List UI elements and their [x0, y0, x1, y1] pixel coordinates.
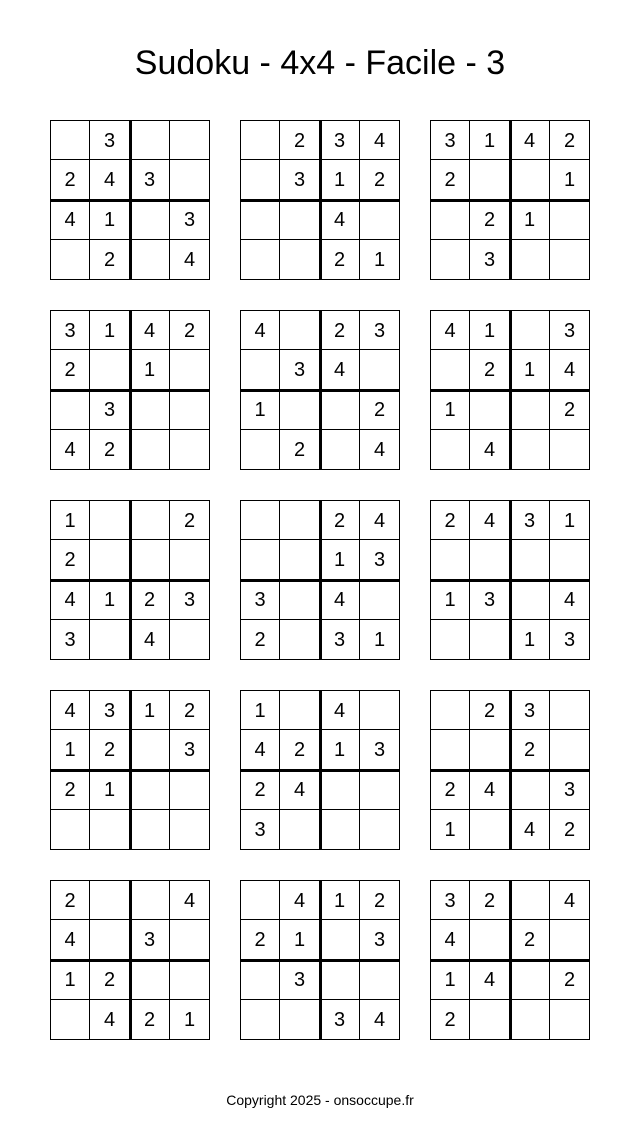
sudoku-cell[interactable]: 3: [470, 240, 510, 280]
sudoku-cell[interactable]: 4: [510, 810, 550, 850]
sudoku-cell[interactable]: [360, 770, 400, 810]
sudoku-cell[interactable]: 2: [430, 1000, 470, 1040]
sudoku-cell[interactable]: 1: [90, 310, 130, 350]
sudoku-cell[interactable]: [240, 120, 280, 160]
sudoku-cell[interactable]: [470, 1000, 510, 1040]
box-divider-horizontal: [240, 199, 400, 202]
box-divider-horizontal: [50, 959, 210, 962]
sudoku-cell[interactable]: 4: [170, 880, 210, 920]
sudoku-cell[interactable]: 2: [430, 500, 470, 540]
sudoku-cell[interactable]: [170, 390, 210, 430]
sudoku-grid: [240, 880, 400, 1040]
sudoku-cell[interactable]: [360, 580, 400, 620]
sudoku-cell[interactable]: 2: [240, 770, 280, 810]
sudoku-cell[interactable]: [510, 430, 550, 470]
sudoku-cell[interactable]: [90, 920, 130, 960]
sudoku-cell[interactable]: [280, 620, 320, 660]
sudoku-cell[interactable]: 1: [430, 810, 470, 850]
sudoku-cell[interactable]: [240, 350, 280, 390]
sudoku-cell[interactable]: [470, 810, 510, 850]
sudoku-cell[interactable]: [470, 540, 510, 580]
sudoku-cell[interactable]: [470, 390, 510, 430]
sudoku-cell[interactable]: 3: [130, 160, 170, 200]
sudoku-cell[interactable]: 3: [550, 310, 590, 350]
sudoku-cell[interactable]: [550, 430, 590, 470]
sudoku-grid: [240, 310, 400, 470]
sudoku-cell[interactable]: [170, 430, 210, 470]
sudoku-cell[interactable]: 2: [320, 310, 360, 350]
sudoku-cell[interactable]: 3: [360, 310, 400, 350]
sudoku-cell[interactable]: 4: [320, 200, 360, 240]
sudoku-cell[interactable]: 4: [470, 770, 510, 810]
sudoku-cell[interactable]: [320, 430, 360, 470]
sudoku-cell[interactable]: [510, 960, 550, 1000]
sudoku-cell[interactable]: 3: [550, 620, 590, 660]
sudoku-cell[interactable]: [280, 540, 320, 580]
sudoku-cell[interactable]: 1: [90, 770, 130, 810]
box-divider-horizontal: [240, 389, 400, 392]
sudoku-cell[interactable]: 2: [550, 390, 590, 430]
sudoku-cell[interactable]: [240, 200, 280, 240]
sudoku-cell[interactable]: 4: [510, 120, 550, 160]
sudoku-cell[interactable]: [430, 620, 470, 660]
sudoku-cell[interactable]: 2: [50, 770, 90, 810]
sudoku-cell[interactable]: [90, 540, 130, 580]
sudoku-cell[interactable]: [240, 960, 280, 1000]
sudoku-cell[interactable]: 2: [90, 240, 130, 280]
box-divider-horizontal: [50, 199, 210, 202]
sudoku-grid: [50, 310, 210, 470]
sudoku-cell[interactable]: 1: [510, 200, 550, 240]
sudoku-cell[interactable]: [90, 350, 130, 390]
sudoku-cell[interactable]: 1: [470, 120, 510, 160]
sudoku-cell[interactable]: 3: [170, 580, 210, 620]
sudoku-cell[interactable]: 3: [430, 880, 470, 920]
sudoku-cell[interactable]: 2: [240, 620, 280, 660]
sudoku-cell[interactable]: 4: [90, 160, 130, 200]
sudoku-cell[interactable]: [170, 350, 210, 390]
sudoku-cell[interactable]: [280, 310, 320, 350]
sudoku-cell[interactable]: [280, 240, 320, 280]
sudoku-cell[interactable]: 1: [320, 540, 360, 580]
sudoku-cell[interactable]: [170, 120, 210, 160]
sudoku-cell[interactable]: [170, 620, 210, 660]
sudoku-cell[interactable]: 3: [360, 920, 400, 960]
sudoku-cell[interactable]: [550, 690, 590, 730]
sudoku-cell[interactable]: 1: [130, 690, 170, 730]
sudoku-cell[interactable]: 3: [280, 160, 320, 200]
sudoku-cell[interactable]: [50, 120, 90, 160]
sudoku-cell[interactable]: [320, 920, 360, 960]
sudoku-cell[interactable]: 1: [430, 580, 470, 620]
sudoku-cell[interactable]: [510, 1000, 550, 1040]
sudoku-cell[interactable]: 2: [90, 960, 130, 1000]
box-divider-horizontal: [430, 389, 590, 392]
sudoku-cell[interactable]: [360, 960, 400, 1000]
sudoku-cell[interactable]: 4: [320, 690, 360, 730]
sudoku-cell[interactable]: [510, 580, 550, 620]
sudoku-cell[interactable]: [240, 240, 280, 280]
sudoku-cell[interactable]: 2: [470, 200, 510, 240]
sudoku-cell[interactable]: 4: [360, 1000, 400, 1040]
sudoku-cell[interactable]: [50, 390, 90, 430]
sudoku-cell[interactable]: 1: [550, 500, 590, 540]
sudoku-cell[interactable]: [170, 160, 210, 200]
sudoku-cell[interactable]: [470, 730, 510, 770]
copyright-footer: Copyright 2025 - onsoccupe.fr: [226, 1092, 414, 1108]
sudoku-cell[interactable]: 1: [470, 310, 510, 350]
sudoku-cell[interactable]: [130, 880, 170, 920]
sudoku-cell[interactable]: 2: [130, 1000, 170, 1040]
sudoku-cell[interactable]: [510, 770, 550, 810]
sudoku-cell[interactable]: [430, 690, 470, 730]
sudoku-cell[interactable]: 2: [430, 770, 470, 810]
sudoku-grid: [430, 310, 590, 470]
sudoku-cell[interactable]: 4: [320, 580, 360, 620]
sudoku-cell[interactable]: 2: [50, 540, 90, 580]
sudoku-cell[interactable]: 3: [550, 770, 590, 810]
sudoku-cell[interactable]: 1: [240, 390, 280, 430]
sudoku-cell[interactable]: 3: [320, 120, 360, 160]
sudoku-cell[interactable]: 1: [130, 350, 170, 390]
sudoku-cell[interactable]: 2: [130, 580, 170, 620]
sudoku-cell[interactable]: 3: [510, 500, 550, 540]
sudoku-cell[interactable]: [550, 540, 590, 580]
sudoku-cell[interactable]: [360, 810, 400, 850]
sudoku-grid: [50, 880, 210, 1040]
sudoku-cell[interactable]: [320, 390, 360, 430]
sudoku-cell[interactable]: 4: [430, 920, 470, 960]
sudoku-cell[interactable]: [360, 690, 400, 730]
sudoku-cell[interactable]: 4: [130, 310, 170, 350]
sudoku-cell[interactable]: [430, 350, 470, 390]
sudoku-cell[interactable]: [430, 730, 470, 770]
sudoku-cell[interactable]: 1: [360, 240, 400, 280]
sudoku-cell[interactable]: 3: [360, 540, 400, 580]
sudoku-cell[interactable]: [130, 430, 170, 470]
sudoku-cell[interactable]: 2: [320, 500, 360, 540]
sudoku-cell[interactable]: 1: [360, 620, 400, 660]
sudoku-cell[interactable]: 2: [360, 390, 400, 430]
sudoku-cell[interactable]: [280, 390, 320, 430]
sudoku-cell[interactable]: [430, 540, 470, 580]
sudoku-cell[interactable]: 2: [50, 880, 90, 920]
box-divider-horizontal: [240, 769, 400, 772]
box-divider-horizontal: [430, 769, 590, 772]
sudoku-cell[interactable]: 1: [320, 160, 360, 200]
sudoku-cell[interactable]: 4: [50, 430, 90, 470]
sudoku-cell[interactable]: [360, 350, 400, 390]
sudoku-cell[interactable]: [280, 1000, 320, 1040]
sudoku-cell[interactable]: [170, 920, 210, 960]
sudoku-cell[interactable]: 2: [470, 350, 510, 390]
sudoku-cell[interactable]: 3: [50, 620, 90, 660]
box-divider-horizontal: [430, 959, 590, 962]
sudoku-cell[interactable]: [320, 770, 360, 810]
sudoku-cell[interactable]: 1: [50, 960, 90, 1000]
sudoku-cell[interactable]: 2: [240, 920, 280, 960]
box-divider-horizontal: [430, 199, 590, 202]
sudoku-cell[interactable]: 1: [50, 730, 90, 770]
sudoku-cell[interactable]: 3: [90, 690, 130, 730]
page-title: Sudoku - 4x4 - Facile - 3: [134, 44, 506, 82]
sudoku-cell[interactable]: 4: [50, 920, 90, 960]
sudoku-cell[interactable]: 2: [550, 960, 590, 1000]
sudoku-cell[interactable]: 4: [360, 500, 400, 540]
sudoku-cell[interactable]: [130, 200, 170, 240]
sudoku-cell[interactable]: 2: [360, 880, 400, 920]
sudoku-cell[interactable]: [170, 960, 210, 1000]
sudoku-cell[interactable]: 4: [320, 350, 360, 390]
sudoku-cell[interactable]: [510, 310, 550, 350]
sudoku-cell[interactable]: 3: [360, 730, 400, 770]
sudoku-grid: [240, 120, 400, 280]
sudoku-cell[interactable]: [280, 200, 320, 240]
sudoku-cell[interactable]: [240, 430, 280, 470]
sudoku-cell[interactable]: 2: [90, 430, 130, 470]
sudoku-cell[interactable]: 1: [90, 200, 130, 240]
sudoku-cell[interactable]: [430, 240, 470, 280]
sudoku-grid: [240, 500, 400, 660]
sudoku-cell[interactable]: 4: [550, 350, 590, 390]
sudoku-cell[interactable]: [130, 810, 170, 850]
sudoku-grid: [430, 500, 590, 660]
sudoku-cell[interactable]: [130, 540, 170, 580]
sudoku-cell[interactable]: 3: [170, 200, 210, 240]
sudoku-cell[interactable]: 3: [470, 580, 510, 620]
sudoku-cell[interactable]: [90, 810, 130, 850]
sudoku-grid: [430, 880, 590, 1040]
sudoku-cell[interactable]: 2: [280, 120, 320, 160]
sudoku-cell[interactable]: [90, 500, 130, 540]
sudoku-cell[interactable]: 1: [50, 500, 90, 540]
sudoku-cell[interactable]: 3: [280, 960, 320, 1000]
sudoku-cell[interactable]: 3: [320, 1000, 360, 1040]
sudoku-cell[interactable]: 4: [50, 580, 90, 620]
sudoku-cell[interactable]: 3: [90, 390, 130, 430]
sudoku-cell[interactable]: [470, 920, 510, 960]
sudoku-cell[interactable]: 3: [240, 810, 280, 850]
sudoku-cell[interactable]: 2: [90, 730, 130, 770]
sudoku-grid: [50, 120, 210, 280]
box-divider-horizontal: [430, 579, 590, 582]
sudoku-cell[interactable]: 4: [240, 730, 280, 770]
sudoku-cell[interactable]: 4: [280, 880, 320, 920]
sudoku-cell[interactable]: 1: [170, 1000, 210, 1040]
sudoku-cell[interactable]: [360, 200, 400, 240]
sudoku-cell[interactable]: [430, 430, 470, 470]
sudoku-cell[interactable]: [510, 880, 550, 920]
sudoku-cell[interactable]: 4: [470, 960, 510, 1000]
sudoku-grid: [240, 690, 400, 850]
sudoku-cell[interactable]: 4: [430, 310, 470, 350]
box-divider-horizontal: [240, 959, 400, 962]
sudoku-cell[interactable]: 3: [430, 120, 470, 160]
sudoku-cell[interactable]: 2: [550, 120, 590, 160]
sudoku-cell[interactable]: [240, 500, 280, 540]
sudoku-cell[interactable]: [550, 240, 590, 280]
sudoku-cell[interactable]: [510, 240, 550, 280]
sudoku-cell[interactable]: 4: [170, 240, 210, 280]
sudoku-cell[interactable]: 2: [50, 350, 90, 390]
sudoku-cell[interactable]: [90, 620, 130, 660]
sudoku-cell[interactable]: 1: [430, 390, 470, 430]
sudoku-cell[interactable]: 2: [170, 500, 210, 540]
sudoku-cell[interactable]: [130, 240, 170, 280]
sudoku-cell[interactable]: [50, 810, 90, 850]
sudoku-cell[interactable]: 3: [240, 580, 280, 620]
sudoku-cell[interactable]: 2: [470, 690, 510, 730]
sudoku-cell[interactable]: 4: [360, 430, 400, 470]
sudoku-cell[interactable]: 2: [280, 430, 320, 470]
sudoku-cell[interactable]: 2: [280, 730, 320, 770]
sudoku-cell[interactable]: [550, 920, 590, 960]
sudoku-cell[interactable]: 2: [430, 160, 470, 200]
sudoku-cell[interactable]: 1: [320, 880, 360, 920]
sudoku-cell[interactable]: 4: [90, 1000, 130, 1040]
sudoku-cell[interactable]: [170, 810, 210, 850]
sudoku-cell[interactable]: 4: [550, 880, 590, 920]
sudoku-cell[interactable]: 1: [280, 920, 320, 960]
sudoku-cell[interactable]: 2: [320, 240, 360, 280]
sudoku-cell[interactable]: 1: [90, 580, 130, 620]
sudoku-cell[interactable]: [470, 620, 510, 660]
sudoku-cell[interactable]: [240, 540, 280, 580]
sudoku-cell[interactable]: [280, 500, 320, 540]
sudoku-cell[interactable]: 2: [360, 160, 400, 200]
sudoku-cell[interactable]: 1: [320, 730, 360, 770]
sudoku-cell[interactable]: 3: [510, 690, 550, 730]
sudoku-cell[interactable]: 4: [130, 620, 170, 660]
sudoku-cell[interactable]: [550, 200, 590, 240]
sudoku-cell[interactable]: [550, 1000, 590, 1040]
sudoku-cell[interactable]: 4: [240, 310, 280, 350]
sudoku-cell[interactable]: 3: [90, 120, 130, 160]
sudoku-cell[interactable]: [130, 770, 170, 810]
sudoku-grid: [430, 690, 590, 850]
sudoku-cell[interactable]: [470, 160, 510, 200]
box-divider-horizontal: [50, 579, 210, 582]
sudoku-cell[interactable]: [510, 540, 550, 580]
sudoku-cell[interactable]: 4: [360, 120, 400, 160]
sudoku-cell[interactable]: 2: [550, 810, 590, 850]
sudoku-cell[interactable]: 1: [510, 620, 550, 660]
sudoku-cell[interactable]: 4: [550, 580, 590, 620]
sudoku-cell[interactable]: [90, 880, 130, 920]
sudoku-cell[interactable]: [280, 810, 320, 850]
sudoku-cell[interactable]: [550, 730, 590, 770]
box-divider-horizontal: [50, 769, 210, 772]
sudoku-cell[interactable]: 4: [470, 430, 510, 470]
sudoku-cell[interactable]: [240, 880, 280, 920]
sudoku-cell[interactable]: [510, 160, 550, 200]
sudoku-cell[interactable]: [280, 690, 320, 730]
sudoku-cell[interactable]: 3: [50, 310, 90, 350]
box-divider-horizontal: [240, 579, 400, 582]
sudoku-cell[interactable]: 1: [550, 160, 590, 200]
sudoku-cell[interactable]: [240, 1000, 280, 1040]
sudoku-cell[interactable]: 3: [130, 920, 170, 960]
sudoku-cell[interactable]: 3: [320, 620, 360, 660]
sudoku-cell[interactable]: [320, 960, 360, 1000]
sudoku-cell[interactable]: 3: [280, 350, 320, 390]
sudoku-cell[interactable]: [130, 390, 170, 430]
sudoku-cell[interactable]: 2: [470, 880, 510, 920]
sudoku-cell[interactable]: 2: [170, 310, 210, 350]
sudoku-cell[interactable]: 2: [510, 920, 550, 960]
sudoku-cell[interactable]: [510, 390, 550, 430]
sudoku-cell[interactable]: [50, 240, 90, 280]
sudoku-grid: [50, 690, 210, 850]
sudoku-cell[interactable]: 1: [510, 350, 550, 390]
sudoku-cell[interactable]: 4: [470, 500, 510, 540]
sudoku-cell[interactable]: [170, 540, 210, 580]
sudoku-cell[interactable]: 1: [430, 960, 470, 1000]
sudoku-cell[interactable]: [170, 770, 210, 810]
sudoku-cell[interactable]: 2: [510, 730, 550, 770]
sudoku-cell[interactable]: 4: [50, 690, 90, 730]
sudoku-cell[interactable]: 2: [50, 160, 90, 200]
sudoku-cell[interactable]: [130, 960, 170, 1000]
sudoku-cell[interactable]: [280, 580, 320, 620]
sudoku-cell[interactable]: [130, 730, 170, 770]
sudoku-cell[interactable]: 2: [170, 690, 210, 730]
sudoku-cell[interactable]: 3: [170, 730, 210, 770]
sudoku-cell[interactable]: [320, 810, 360, 850]
sudoku-grid: [50, 500, 210, 660]
sudoku-cell[interactable]: [130, 500, 170, 540]
sudoku-cell[interactable]: [430, 200, 470, 240]
sudoku-grid: [430, 120, 590, 280]
sudoku-cell[interactable]: 4: [50, 200, 90, 240]
sudoku-cell[interactable]: [50, 1000, 90, 1040]
sudoku-cell[interactable]: 1: [240, 690, 280, 730]
box-divider-horizontal: [50, 389, 210, 392]
sudoku-cell[interactable]: [130, 120, 170, 160]
sudoku-cell[interactable]: [240, 160, 280, 200]
sudoku-cell[interactable]: 4: [280, 770, 320, 810]
